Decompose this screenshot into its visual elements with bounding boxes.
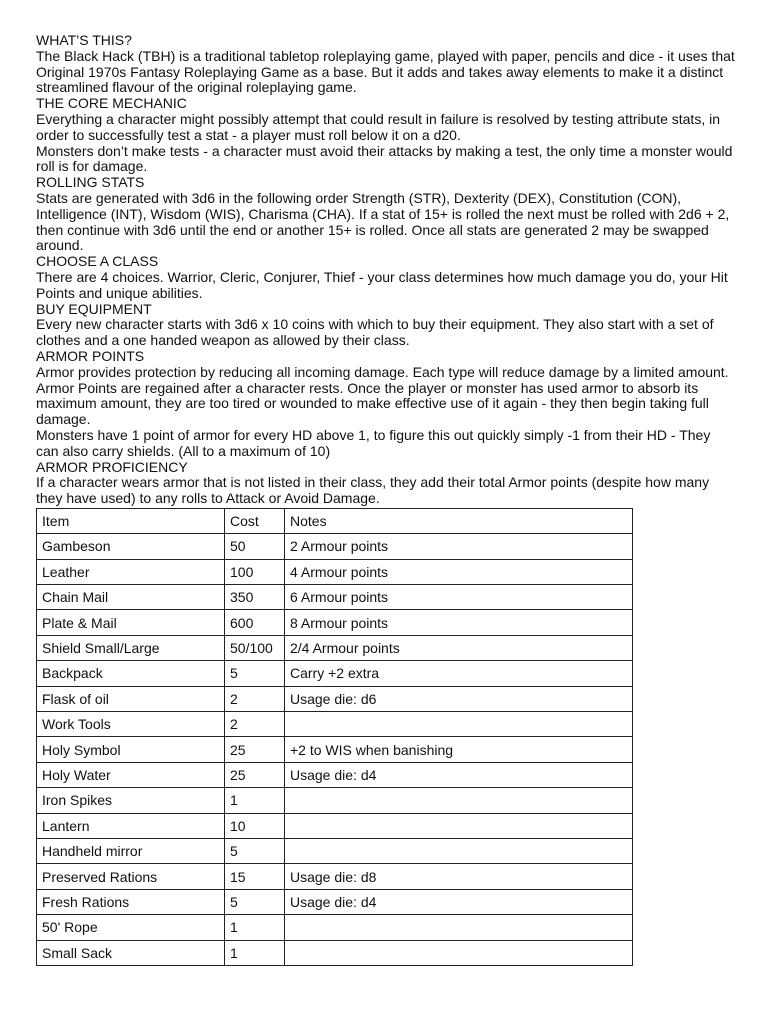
cell-item: Plate & Mail [37,610,225,635]
heading-buy-equipment: BUY EQUIPMENT [36,300,152,317]
cell-notes: Usage die: d6 [285,686,633,711]
heading-armor-points: ARMOR POINTS [36,347,145,364]
header-cost: Cost [225,508,285,533]
paragraph-core-mechanic: Everything a character might possibly attempt that could result in failure is resolved by testing attribute stats, in order to successfully test a stat - a player must roll below it on a d20. [36,110,720,143]
cell-notes [285,915,633,940]
cell-item: 50' Rope [37,915,225,940]
document-page [36,33,736,966]
cell-item: Small Sack [37,940,225,965]
paragraph-choose-class: There are 4 choices. Warrior, Cleric, Conjurer, Thief - your class determines how much damage you do, your Hit Points and unique abilities. [36,268,728,301]
header-notes: Notes [285,508,633,533]
paragraph-armor-points: Armor provides protection by reducing all incoming damage. Each type will reduce damage by a limited amount. Armor Points are regained after a character rests. Once the player or monster has used armor to absorb its maximum amount, they are too tired or wounded to make effective use of it again - they then begin taking full damage. [36,363,729,428]
table-row [37,737,633,762]
table-row [37,534,633,559]
cell-cost: 1 [225,915,285,940]
equipment-table [36,508,633,966]
table-row [37,585,633,610]
table-row [37,610,633,635]
paragraph-intro: The Black Hack (TBH) is a traditional tabletop roleplaying game, played with paper, pencils and dice - it uses that Original 1970s Fantasy Roleplaying Game as a base. But it adds and takes away elements to make it a distinct streamlined flavour of the original roleplaying game. [36,47,735,96]
cell-cost: 2 [225,712,285,737]
cell-item: Handheld mirror [37,838,225,863]
table-row [37,788,633,813]
cell-cost: 600 [225,610,285,635]
cell-notes [285,712,633,737]
cell-cost: 5 [225,838,285,863]
cell-notes: 8 Armour points [285,610,633,635]
cell-notes [285,788,633,813]
cell-item: Preserved Rations [37,864,225,889]
cell-notes [285,940,633,965]
cell-cost: 15 [225,864,285,889]
paragraph-monster-armor: Monsters have 1 point of armor for every HD above 1, to figure this out quickly simply -1 from their HD - They can also carry shields. (All to a maximum of 10) [36,426,711,459]
cell-notes [285,838,633,863]
cell-cost: 350 [225,585,285,610]
table-row [37,635,633,660]
heading-choose-class: CHOOSE A CLASS [36,253,159,270]
rules-text [36,33,736,507]
heading-whats-this: WHAT’S THIS? [36,32,132,48]
cell-item: Gambeson [37,534,225,559]
table-row [37,813,633,838]
cell-cost: 10 [225,813,285,838]
cell-cost: 100 [225,559,285,584]
table-row [37,889,633,914]
cell-notes: 4 Armour points [285,559,633,584]
cell-notes: 2/4 Armour points [285,635,633,660]
table-row [37,864,633,889]
cell-notes: 2 Armour points [285,534,633,559]
heading-armor-proficiency: ARMOR PROFICIENCY [36,458,188,475]
paragraph-buy-equipment: Every new character starts with 3d6 x 10 coins with which to buy their equipment. They also start with a set of clothes and a one handed weapon as allowed by their class. [36,316,714,349]
cell-notes: Usage die: d4 [285,762,633,787]
table-row [37,559,633,584]
cell-cost: 50/100 [225,635,285,660]
header-item: Item [37,508,225,533]
cell-item: Lantern [37,813,225,838]
cell-item: Backpack [37,661,225,686]
cell-item: Shield Small/Large [37,635,225,660]
table-row [37,686,633,711]
equipment-table-body [37,508,633,965]
heading-rolling-stats: ROLLING STATS [36,174,145,191]
cell-item: Work Tools [37,712,225,737]
cell-item: Holy Water [37,762,225,787]
cell-item: Holy Symbol [37,737,225,762]
paragraph-rolling-stats: Stats are generated with 3d6 in the following order Strength (STR), Dexterity (DEX), Constitution (CON), Intelligence (INT), Wisdom (WIS), Charisma (CHA). If a stat of 15+ is rolled the next must be rolled with 2d6 + 2, then continue with 3d6 until the end or another 15+ is rolled. Once all stats are generated 2 may be swapped around. [36,189,730,254]
cell-cost: 5 [225,889,285,914]
cell-notes: Usage die: d4 [285,889,633,914]
cell-cost: 2 [225,686,285,711]
paragraph-armor-proficiency: If a character wears armor that is not listed in their class, they add their total Armor points (despite how many they have used) to any rolls to Attack or Avoid Damage. [36,474,710,507]
table-row [37,762,633,787]
table-row [37,712,633,737]
cell-cost: 25 [225,762,285,787]
cell-cost: 1 [225,940,285,965]
cell-item: Flask of oil [37,686,225,711]
cell-item: Iron Spikes [37,788,225,813]
table-row [37,940,633,965]
cell-notes: Carry +2 extra [285,661,633,686]
table-row [37,915,633,940]
paragraph-monsters-tests: Monsters don’t make tests - a character must avoid their attacks by making a test, the only time a monster would roll is for damage. [36,142,733,175]
cell-cost: 1 [225,788,285,813]
cell-notes: Usage die: d8 [285,864,633,889]
table-row [37,838,633,863]
heading-core-mechanic: THE CORE MECHANIC [36,95,187,112]
cell-cost: 25 [225,737,285,762]
cell-notes [285,813,633,838]
table-row [37,661,633,686]
cell-notes: +2 to WIS when banishing [285,737,633,762]
cell-cost: 5 [225,661,285,686]
table-header-row [37,508,633,533]
cell-notes: 6 Armour points [285,585,633,610]
cell-item: Chain Mail [37,585,225,610]
cell-item: Fresh Rations [37,889,225,914]
cell-cost: 50 [225,534,285,559]
cell-item: Leather [37,559,225,584]
